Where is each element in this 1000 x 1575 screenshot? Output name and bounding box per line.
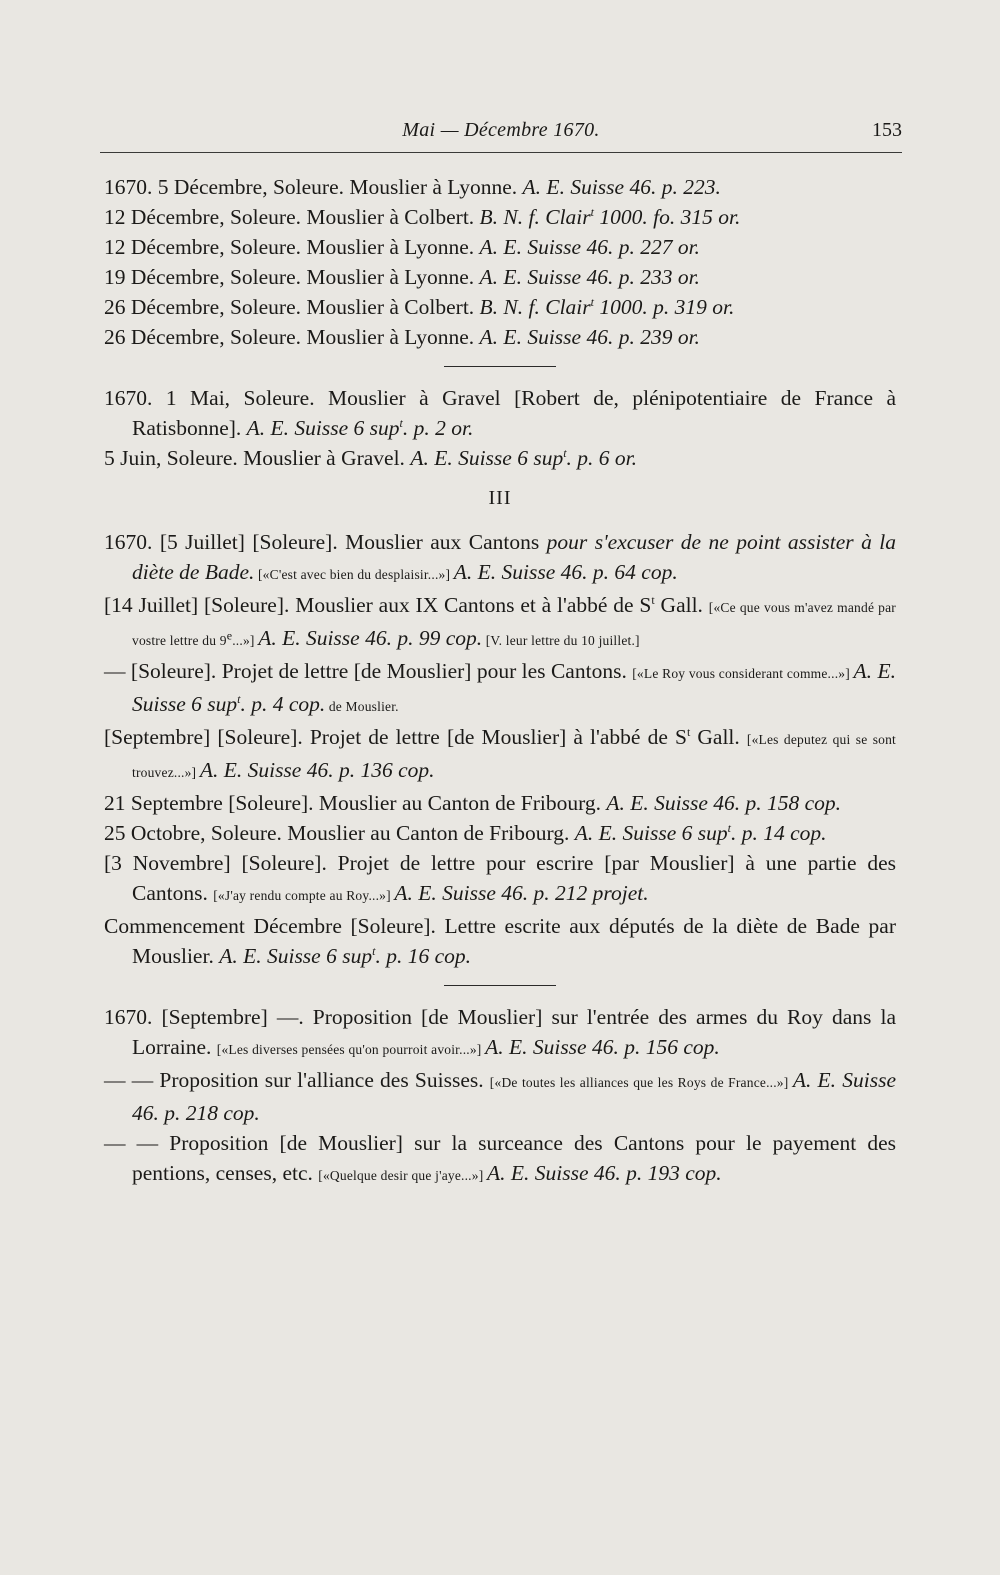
page-content [104,172,896,1191]
page-number: 153 [872,119,902,141]
section-separator [444,985,556,986]
section-separator [444,366,556,367]
entry-1670-07-05-cantons: 1670. [5 Juillet] [Soleure]. Mouslier aux Cantons pour s'excuser de ne point assister à la diète de Bade. [«C'est avec bien du desplaisir...»] A. E. Suisse 46. p. 64 cop. [104,530,896,584]
entry-1670-09-21-fribourg: 21 Septembre [Soleure]. Mouslier au Canton de Fribourg. A. E. Suisse 46. p. 158 cop. [104,791,842,815]
entry-1670-06-05-gravel: 5 Juin, Soleure. Mouslier à Gravel. A. E. Suisse 6 sup$^t$. p. 6 or. [104,445,638,470]
entry-1670-12-19-lyonne: 19 Décembre, Soleure. Mouslier à Lyonne. A. E. Suisse 46. p. 233 or. [104,265,700,289]
page-header [100,116,902,153]
entry-projet-cantons: — [Soleure]. Projet de lettre [de Mouslier] pour les Cantons. [«Le Roy vous considerant comme...»] A. E. Suisse 6 sup$^t$. p. 4 cop. de Mouslier. [104,659,896,716]
entry-decembre-diete-bade: Commencement Décembre [Soleure]. Lettre escrite aux députés de la diète de Bade par Mouslier. A. E. Suisse 6 sup$^t$. p. 16 cop. [104,914,896,968]
running-title: Mai — Décembre 1670. [402,119,600,141]
entry-1670-10-25-fribourg: 25 Octobre, Soleure. Mouslier au Canton de Fribourg. A. E. Suisse 6 sup$^t$. p. 14 cop. [104,820,827,845]
entry-proposition-surceance: — — Proposition [de Mouslier] sur la surceance des Cantons pour le payement des pentions, censes, etc. [«Quelque desir que j'aye...»] A. E. Suisse 46. p. 193 cop. [104,1131,896,1185]
entry-1670-07-14-ix-cantons: [14 Juillet] [Soleure]. Mouslier aux IX Cantons et à l'abbé de $S^t$ Gall. [«Ce que vous m'avez mandé par vostre lettre du 9e...»] A. E. Suisse 46. p. 99 cop. [V. leur lettre du 10 juillet.] [104,592,896,650]
entry-septembre-abbe-st-gall: [Septembre] [Soleure]. Projet de lettre [de Mouslier] à l'abbé de $S^t$ Gall. [«Les deputez qui se sont trouvez...»] A. E. Suisse 46. p. 136 cop. [104,724,896,782]
entry-proposition-lorraine: 1670. [Septembre] —. Proposition [de Mouslier] sur l'entrée des armes du Roy dans la Lorraine. [«Les diverses pensées qu'on pourroit avoir...»] A. E. Suisse 46. p. 156 cop. [104,1005,896,1059]
entry-1670-12-26-colbert: 26 Décembre, Soleure. Mouslier à Colbert. B. N. f. Clair$^t$ 1000. p. 319 or. [104,294,735,319]
entry-1670-12-26-lyonne: 26 Décembre, Soleure. Mouslier à Lyonne. A. E. Suisse 46. p. 239 or. [104,325,700,349]
entry-1670-05-01-gravel: 1670. 1 Mai, Soleure. Mouslier à Gravel [Robert de, plénipotentiaire de France à Ratisbonne]. A. E. Suisse 6 sup$^t$. p. 2 or. [104,386,896,440]
entry-1670-12-12-colbert: 12 Décembre, Soleure. Mouslier à Colbert. B. N. f. Clair$^t$ 1000. fo. 315 or. [104,204,741,229]
entry-1670-12-05-lyonne: 1670. 5 Décembre, Soleure. Mouslier à Lyonne. A. E. Suisse 46. p. 223. [104,175,721,199]
entry-1670-11-03-projet: [3 Novembre] [Soleure]. Projet de lettre pour escrire [par Mouslier] à une partie des Cantons. [«J'ay rendu compte au Roy...»] A. E. Suisse 46. p. 212 projet. [104,851,896,905]
entry-proposition-alliance: — — Proposition sur l'alliance des Suisses. [«De toutes les alliances que les Roys de France...»] A. E. Suisse 46. p. 218 cop. [104,1068,896,1125]
section-number: III [488,487,512,509]
entry-1670-12-12-lyonne: 12 Décembre, Soleure. Mouslier à Lyonne. A. E. Suisse 46. p. 227 or. [104,235,700,259]
